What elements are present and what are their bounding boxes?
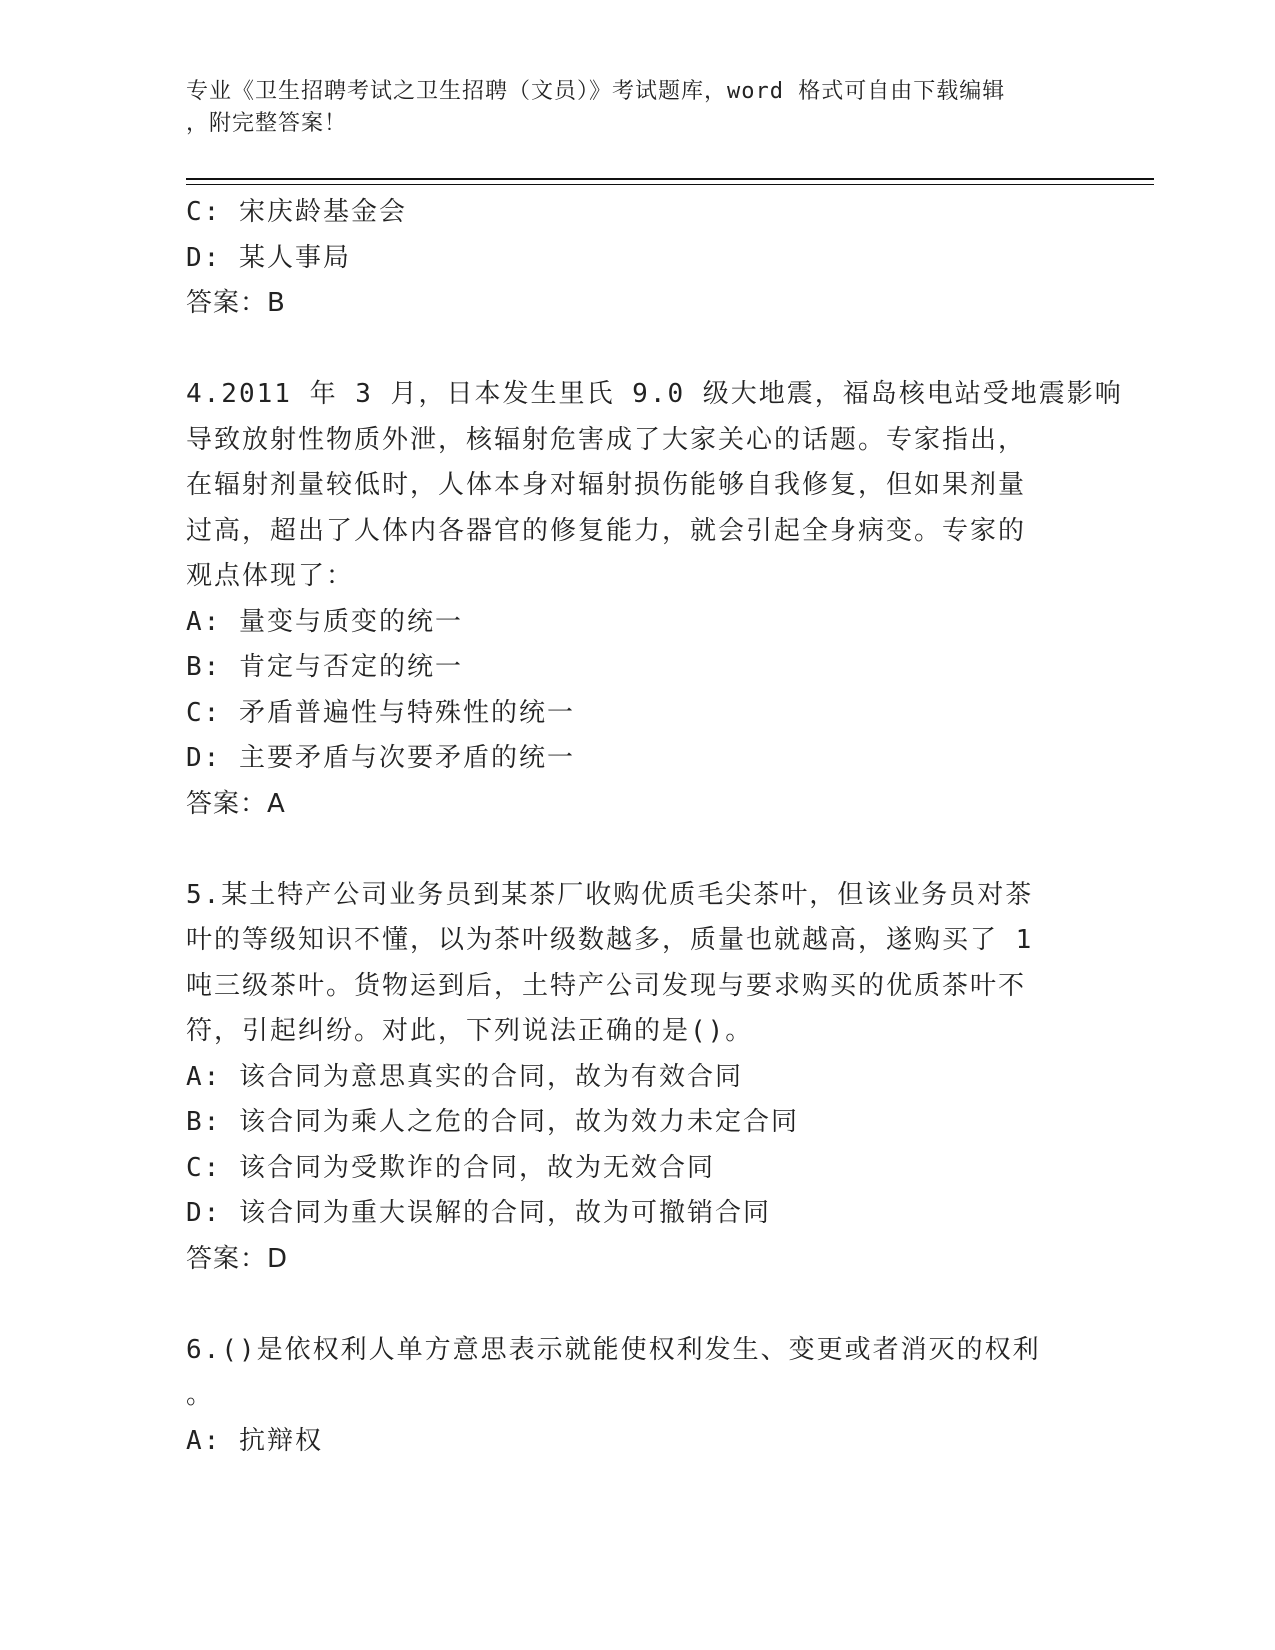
question-5 xyxy=(186,873,1066,1283)
header-divider-thick xyxy=(186,178,1154,180)
question-stem-line: 。 xyxy=(186,1380,215,1410)
option-c: C: 该合同为受欺诈的合同，故为无效合同 xyxy=(186,1152,715,1183)
question-4 xyxy=(186,372,1123,827)
question-content xyxy=(186,190,1123,1464)
option-b: B: 该合同为乘人之危的合同，故为效力未定合同 xyxy=(186,1107,799,1137)
spacer xyxy=(186,1282,1066,1328)
question-stem-line: 导致放射性物质外泄，核辐射危害成了大家关心的话题。专家指出， xyxy=(186,424,1027,455)
question-stem-line: 叶的等级知识不懂，以为茶叶级数越多，质量也就越高，遂购买了 1 xyxy=(186,925,1034,955)
question-3 xyxy=(186,190,1066,327)
question-stem-line: 观点体现了： xyxy=(186,561,355,591)
answer-line: 答案：B xyxy=(186,288,286,318)
question-stem-line: 过高，超出了人体内各器官的修复能力，就会引起全身病变。专家的 xyxy=(186,515,1027,546)
question-6 xyxy=(186,1328,1066,1465)
option-c: C: 矛盾普遍性与特殊性的统一 xyxy=(186,697,575,728)
spacer xyxy=(186,327,1066,373)
question-stem-line: 吨三级茶叶。货物运到后，土特产公司发现与要求购买的优质茶叶不 xyxy=(186,970,1027,1001)
question-stem-line: 5.某土特产公司业务员到某茶厂收购优质毛尖茶叶，但该业务员对茶 xyxy=(186,879,1034,910)
option-a: A: 该合同为意思真实的合同，故为有效合同 xyxy=(186,1061,743,1092)
question-stem-line: 6.()是依权利人单方意思表示就能使权利发生、变更或者消灭的权利 xyxy=(186,1334,1041,1365)
option-d: D: 主要矛盾与次要矛盾的统一 xyxy=(186,743,575,773)
option-b: B: 肯定与否定的统一 xyxy=(186,652,463,682)
option-c: C: 宋庆龄基金会 xyxy=(186,197,407,227)
option-a: A: 量变与质变的统一 xyxy=(186,606,463,637)
option-d: D: 该合同为重大误解的合同，故为可撤销合同 xyxy=(186,1198,771,1228)
header-divider-thin xyxy=(186,184,1154,185)
header-line-2: ，附完整答案！ xyxy=(186,111,348,136)
document-header xyxy=(186,76,1066,140)
answer-line: 答案：D xyxy=(186,1243,289,1274)
question-stem-line: 在辐射剂量较低时，人体本身对辐射损伤能够自我修复，但如果剂量 xyxy=(186,470,1027,500)
question-stem-line: 4.2011 年 3 月，日本发生里氏 9.0 级大地震，福岛核电站受地震影响 xyxy=(186,379,1123,409)
option-d: D: 某人事局 xyxy=(186,242,351,273)
option-a: A: 抗辩权 xyxy=(186,1425,323,1456)
header-line-1: 专业《卫生招聘考试之卫生招聘（文员）》考试题库，word 格式可自由下载编辑 xyxy=(186,79,1006,104)
question-stem-line: 符，引起纠纷。对此，下列说法正确的是()。 xyxy=(186,1016,754,1046)
spacer xyxy=(186,827,1066,873)
answer-line: 答案：A xyxy=(186,788,286,819)
